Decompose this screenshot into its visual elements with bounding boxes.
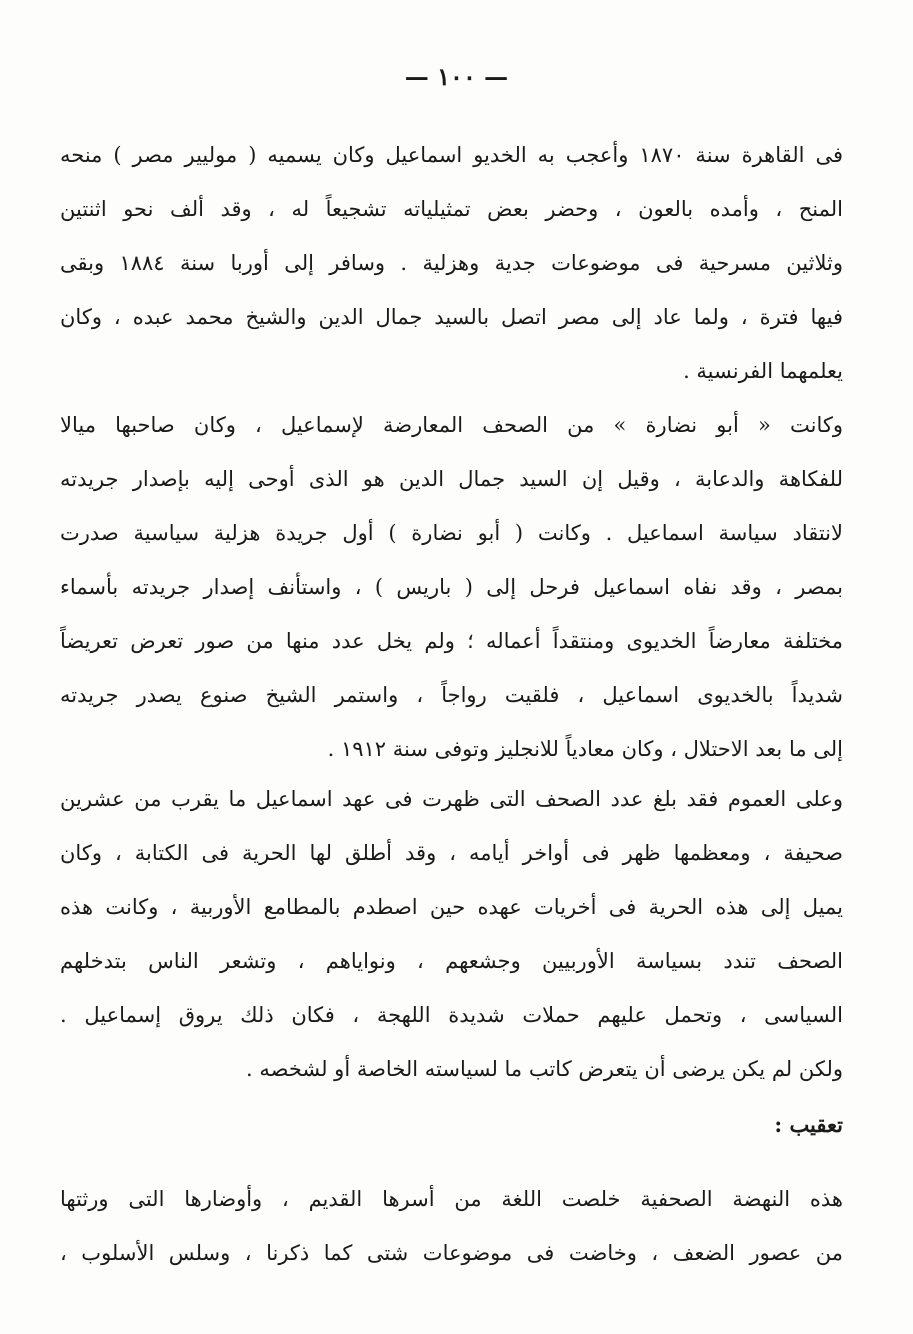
paragraph-4 [60, 1172, 843, 1280]
paragraph-line: المنح ، وأمده بالعون ، وحضر بعض تمثيلياته تشجيعاً له ، وقد ألف نحو اثنتين [60, 197, 843, 221]
paragraph-line: إلى ما بعد الاحتلال ، وكان معادياً للانجليز وتوفى سنة ١٩١٢ . [327, 737, 843, 761]
paragraph-1 [60, 128, 843, 398]
paragraph-line: صحيفة ، ومعظمها ظهر فى أواخر أيامه ، وقد أطلق لها الحرية فى الكتابة ، وكان [60, 841, 843, 865]
paragraph-line: فيها فترة ، ولما عاد إلى مصر اتصل بالسيد جمال الدين والشيخ محمد عبده ، وكان [60, 305, 843, 329]
paragraph-line: بمصر ، وقد نفاه اسماعيل فرحل إلى ( باريس ) ، واستأنف إصدار جريدته بأسماء [60, 575, 843, 599]
paragraph-line: وكانت « أبو نضارة » من الصحف المعارضة لإسماعيل ، وكان صاحبها ميالا [60, 413, 843, 437]
paragraph-line: فى القاهرة سنة ١٨٧٠ وأعجب به الخديو اسماعيل وكان يسميه ( موليير مصر ) منحه [60, 143, 843, 167]
paragraph-line: مختلفة معارضاً الخديوى ومنتقداً أعماله ؛ ولم يخل عدد منها من صور تعرض تعريضاً [60, 629, 843, 653]
paragraph-line: لانتقاد سياسة اسماعيل . وكانت ( أبو نضارة ) أول جريدة هزلية سياسية صدرت [60, 521, 843, 545]
paragraph-line: للفكاهة والدعابة ، وقيل إن السيد جمال الدين هو الذى أوحى إليه بإصدار جريدته [60, 467, 843, 491]
paragraph-line: شديداً بالخديوى اسماعيل ، فلقيت رواجاً ، واستمر الشيخ صنوع يصدر جريدته [60, 683, 843, 707]
paragraph-line: وثلاثين مسرحية فى موضوعات جدية وهزلية . وسافر إلى أوربا سنة ١٨٨٤ وبقى [60, 251, 843, 275]
paragraph-3 [60, 772, 843, 1096]
paragraph-line: الصحف تندد بسياسة الأوربيين وجشعهم ، ونواياهم ، وتشعر الناس بتدخلهم [60, 949, 843, 973]
paragraph-line: من عصور الضعف ، وخاضت فى موضوعات شتى كما ذكرنا ، وسلس الأسلوب ، [60, 1241, 843, 1265]
paragraph-line: السياسى ، وتحمل عليهم حملات شديدة اللهجة ، فكان ذلك يروق إسماعيل . [60, 1003, 843, 1027]
paragraph-2 [60, 398, 843, 776]
section-heading: تعقيب : [774, 1112, 843, 1137]
paragraph-line: يعلمهما الفرنسية . [683, 359, 843, 383]
paragraph-line: وعلى العموم فقد بلغ عدد الصحف التى ظهرت فى عهد اسماعيل ما يقرب من عشرين [60, 787, 843, 811]
page-number: — ١٠٠ — [404, 62, 509, 91]
paragraph-line: ولكن لم يكن يرضى أن يتعرض كاتب ما لسياسته الخاصة أو لشخصه . [246, 1057, 843, 1081]
paragraph-line: هذه النهضة الصحفية خلصت اللغة من أسرها القديم ، وأوضارها التى ورثتها [60, 1187, 843, 1211]
paragraph-line: يميل إلى هذه الحرية فى أخريات عهده حين اصطدم بالمطامع الأوربية ، وكانت هذه [60, 895, 843, 919]
